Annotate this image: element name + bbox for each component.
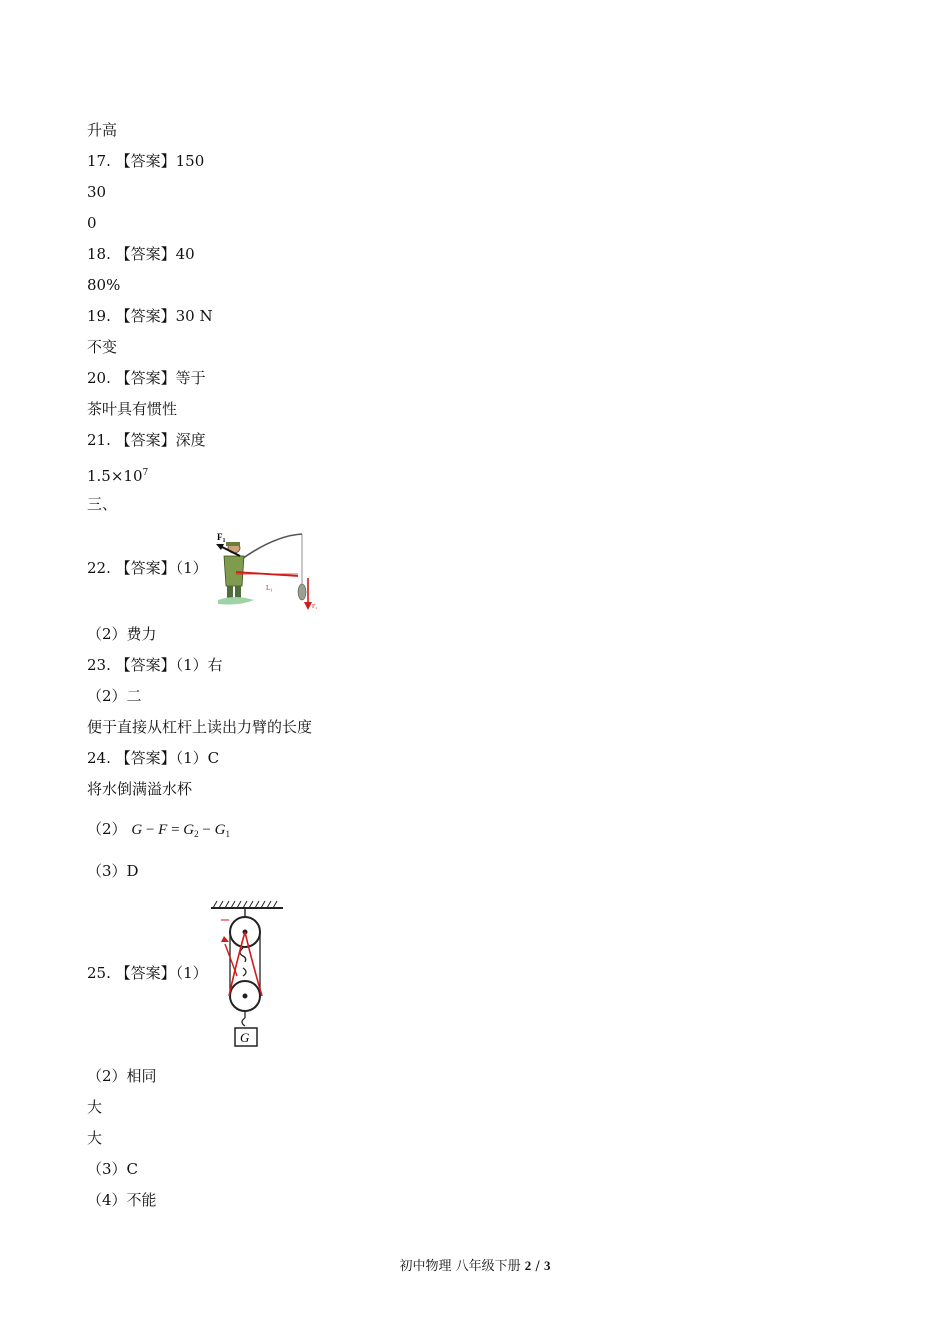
answer-line: 大: [87, 1129, 103, 1147]
answer-17: 17. 【答案】150: [87, 152, 205, 170]
answer-22: 22. 【答案】（1）: [87, 559, 208, 577]
footer-separator: /: [531, 1259, 544, 1274]
weight-label: G: [240, 1030, 250, 1045]
fishing-rod-lever-figure: [210, 528, 335, 612]
answer-line: 80%: [87, 276, 121, 294]
answer-line: （2）二: [87, 687, 142, 705]
answer-line: [87, 463, 148, 486]
pulley-axle: [243, 994, 248, 999]
answer-line: 大: [87, 1098, 103, 1116]
answer-line: （3）D: [87, 862, 139, 880]
section-heading: 三、: [87, 495, 118, 513]
label-f1: $F_1$: [217, 532, 226, 544]
scientific-base: 1.5×10: [87, 467, 143, 485]
page-footer: [0, 1256, 950, 1277]
hook-icon: [242, 1018, 245, 1026]
answer-21: 21. 【答案】深度: [87, 431, 206, 449]
rope-red: [229, 932, 245, 996]
answer-line: 便于直接从杠杆上读出力臂的长度: [87, 718, 313, 736]
answer-23: 23. 【答案】（1）右: [87, 656, 223, 674]
water-grass: [218, 597, 254, 605]
answer-25: 25. 【答案】（1）: [87, 964, 208, 982]
answer-18: 18. 【答案】40: [87, 245, 195, 263]
footer-page-total: 3: [543, 1258, 551, 1273]
footer-subject: 初中物理 八年级下册: [399, 1259, 525, 1274]
footer-page-number: 2: [524, 1258, 532, 1273]
answer-line: （2）相同: [87, 1067, 157, 1085]
arrow-head-icon: [304, 602, 312, 610]
answer-line: （4）不能: [87, 1191, 157, 1209]
ceiling-hatch: [213, 901, 277, 908]
fish-icon: [298, 584, 306, 600]
answer-line: （2）费力: [87, 625, 157, 643]
answer-line: 升高: [87, 121, 118, 139]
label-f2: F₂: [312, 604, 318, 610]
answer-line: 0: [87, 214, 97, 232]
answer-24: 24. 【答案】（1）C: [87, 749, 220, 767]
answer-line: 茶叶具有惯性: [87, 400, 178, 418]
answer-line: 30: [87, 183, 107, 201]
scientific-exponent: 7: [142, 468, 149, 478]
pulley-system-figure: [207, 898, 289, 1054]
pull-arrow: [225, 944, 237, 976]
hook-icon: [243, 968, 246, 976]
answer-formula-line: [87, 819, 230, 844]
label-l1: L₁: [266, 584, 273, 592]
buoyancy-formula: $G - F = G_2 - G_1$: [131, 822, 230, 839]
arrow-head-icon: [221, 936, 229, 942]
formula-prefix: （2）: [87, 820, 127, 838]
answer-20: 20. 【答案】等于: [87, 369, 206, 387]
answer-line: 将水倒满溢水杯: [87, 780, 193, 798]
fisherman-hat: [226, 542, 240, 546]
answer-line: （3）C: [87, 1160, 139, 1178]
answer-19: 19. 【答案】30 N: [87, 307, 213, 325]
fisherman-body: [224, 556, 244, 586]
answer-line: 不变: [87, 338, 118, 356]
